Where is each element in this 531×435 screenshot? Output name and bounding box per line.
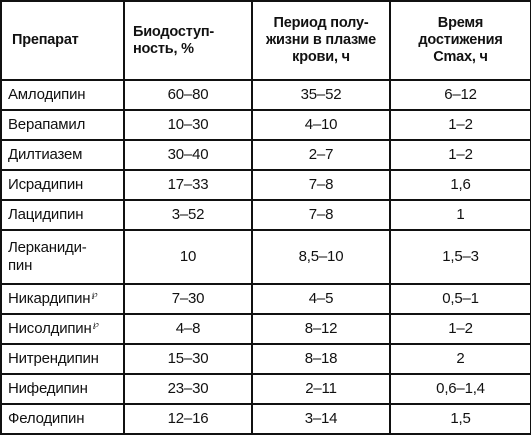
drug-name-line: Никардипин℘ [8,289,98,307]
table-row [1,404,531,434]
header-drug [1,1,124,80]
drug-name-line: Нитрендипин [8,350,99,367]
cell-half-life: 7–8 [252,170,390,200]
cell-tmax: 1–2 [390,110,531,140]
cell-half-life: 8–18 [252,344,390,374]
cell-drug [1,230,124,284]
cell-drug [1,80,124,110]
cell-drug [1,170,124,200]
cell-bioavailability: 7–30 [124,284,252,314]
cell-bioavailability: 10–30 [124,110,252,140]
footnote-mark-icon: ℘ [91,289,98,299]
cell-bioavailability: 30–40 [124,140,252,170]
table-row [1,344,531,374]
table-row [1,230,531,284]
header-bioavailability [124,1,252,80]
cell-tmax: 1–2 [390,140,531,170]
drug-name-line: Нисолдипин℘ [8,319,99,337]
cell-half-life: 2–7 [252,140,390,170]
header-line: ность, % [133,40,194,57]
cell-tmax: 6–12 [390,80,531,110]
drug-name-line: Фелодипин [8,410,85,427]
header-line: Время [437,15,484,31]
cell-tmax: 2 [390,344,531,374]
table-row [1,200,531,230]
cell-half-life: 8,5–10 [252,230,390,284]
drug-name-line: Амлодипин [8,86,86,103]
header-line: Период полу- [273,15,369,31]
cell-drug [1,314,124,344]
header-line: крови, ч [292,49,350,65]
cell-bioavailability: 15–30 [124,344,252,374]
drug-name-line: пин [8,257,33,274]
cell-drug [1,404,124,434]
table-row [1,140,531,170]
drug-name-line: Нифедипин [8,380,88,397]
cell-half-life: 35–52 [252,80,390,110]
drug-name-line: Дилтиазем [8,146,83,163]
table-body [1,80,531,434]
table-row [1,314,531,344]
cell-bioavailability: 60–80 [124,80,252,110]
header-line: Препарат [12,32,79,48]
cell-drug [1,110,124,140]
cell-tmax: 1 [390,200,531,230]
table-row [1,374,531,404]
cell-drug [1,140,124,170]
cell-bioavailability: 10 [124,230,252,284]
cell-bioavailability: 4–8 [124,314,252,344]
drug-name-line: Лацидипин [8,206,84,223]
table-row [1,170,531,200]
cell-half-life: 7–8 [252,200,390,230]
drug-name-line: Верапамил [8,116,86,133]
drug-name-line: Лерканиди- [8,239,87,256]
cell-bioavailability: 17–33 [124,170,252,200]
table-row [1,110,531,140]
header-half-life [252,1,390,80]
header-line: достижения [418,32,503,48]
cell-tmax: 1,6 [390,170,531,200]
cell-half-life: 4–10 [252,110,390,140]
cell-half-life: 8–12 [252,314,390,344]
cell-bioavailability: 23–30 [124,374,252,404]
cell-tmax: 1,5 [390,404,531,434]
cell-tmax: 0,5–1 [390,284,531,314]
cell-drug [1,374,124,404]
cell-tmax: 0,6–1,4 [390,374,531,404]
cell-tmax: 1–2 [390,314,531,344]
header-line: жизни в плазме [265,32,377,48]
table-header [1,1,531,80]
header-tmax [390,1,531,80]
drug-name-line: Исрадипин [8,176,84,193]
cell-drug [1,344,124,374]
header-line: Cmax, ч [433,49,488,65]
footnote-mark-icon: ℘ [92,319,99,329]
cell-drug [1,200,124,230]
cell-bioavailability: 12–16 [124,404,252,434]
cell-half-life: 2–11 [252,374,390,404]
header-row [1,1,531,80]
cell-half-life: 4–5 [252,284,390,314]
cell-half-life: 3–14 [252,404,390,434]
cell-bioavailability: 3–52 [124,200,252,230]
cell-tmax: 1,5–3 [390,230,531,284]
table-row [1,80,531,110]
header-line: Биодоступ- [133,23,215,40]
cell-drug [1,284,124,314]
table-row [1,284,531,314]
